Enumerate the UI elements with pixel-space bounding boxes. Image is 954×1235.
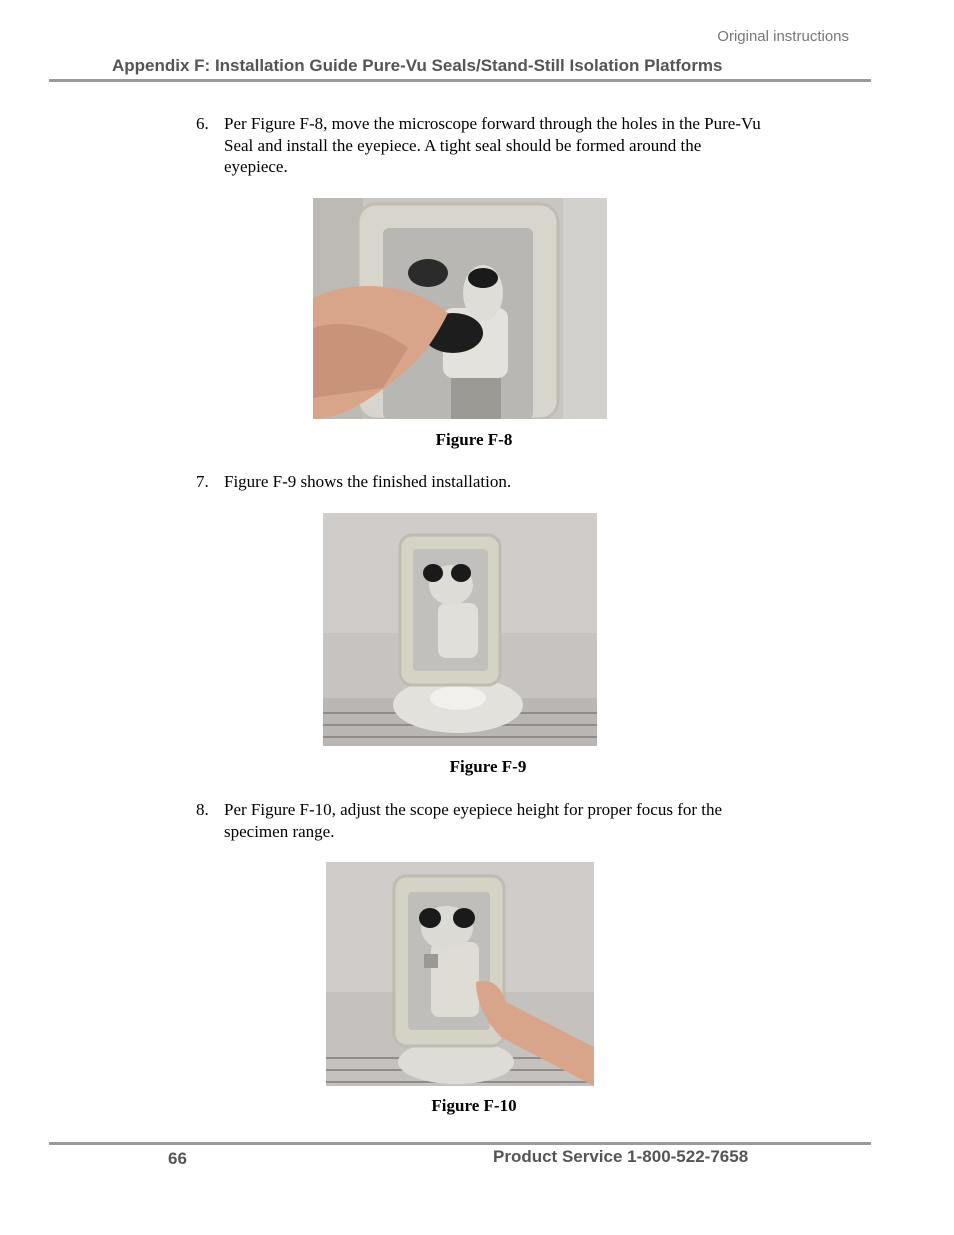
appendix-header-title: Appendix F: Installation Guide Pure-Vu Seals/Stand-Still Isolation Platforms	[112, 56, 723, 75]
step-number: 6.	[196, 114, 209, 133]
step-text: Per Figure F-10, adjust the scope eyepiece height for proper focus for the specimen range.	[224, 800, 723, 841]
step-7	[196, 471, 766, 493]
step-8	[196, 799, 766, 842]
figure-f9-photo	[323, 513, 597, 746]
figure-f8-photo	[313, 198, 607, 419]
step-text: Per Figure F-8, move the microscope forward through the holes in the Pure-Vu Seal and install the eyepiece. A tight seal should be formed around the eyepiece.	[224, 114, 761, 176]
original-instructions-note: Original instructions	[717, 28, 849, 45]
figure-f10-caption: Figure F-10	[431, 1096, 517, 1115]
step-number: 8.	[196, 800, 209, 819]
step-text: Figure F-9 shows the finished installation.	[224, 472, 512, 491]
header-rule	[49, 79, 871, 82]
figure-f10-photo	[326, 862, 594, 1086]
product-service-phone: Product Service 1-800-522-7658	[493, 1147, 749, 1166]
step-6	[196, 113, 766, 178]
step-number: 7.	[196, 472, 209, 491]
figure-f9-caption: Figure F-9	[449, 757, 527, 776]
figure-f8-caption: Figure F-8	[435, 430, 513, 449]
footer-rule	[49, 1142, 871, 1145]
page-number: 66	[168, 1149, 187, 1168]
